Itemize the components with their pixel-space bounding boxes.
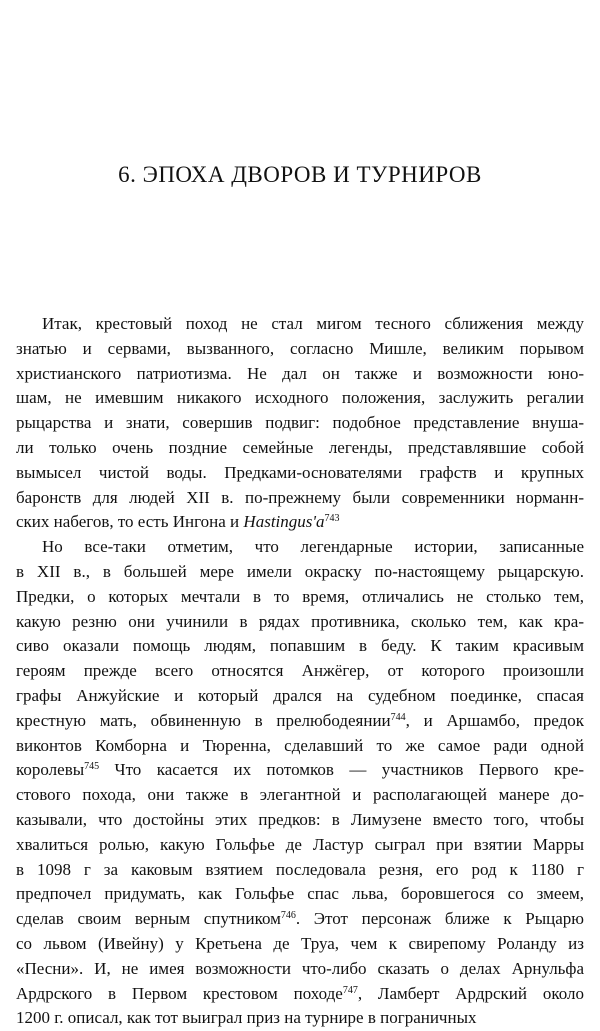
text-line-main: предпочел придумать, как Гольфье спас льва, боровшегося со змеем, (16, 884, 584, 904)
text-line (16, 610, 584, 635)
text-line (16, 362, 584, 387)
text-line-main: ских набегов, то есть Ингона и (16, 512, 244, 532)
text-line-after: . Этот персонаж ближе к Рыцарю (295, 909, 584, 929)
text-line-after: , и Аршамбо, предок (405, 710, 585, 730)
text-line (16, 634, 584, 659)
text-line-main: Ардрского в Первом крестовом походе (16, 983, 343, 1003)
text-line-main: стового похода, они также в элегантной и располагающей манере до- (16, 785, 584, 805)
text-line (16, 758, 584, 783)
text-line-main: казывали, что достойны этих предков: в Лимузене вместо того, чтобы (16, 809, 584, 829)
text-line (16, 411, 584, 436)
chapter-title: 6. ЭПОХА ДВОРОВ И ТУРНИРОВ (118, 162, 482, 187)
text-line (16, 461, 584, 486)
text-line (16, 907, 584, 932)
text-line-main: баронств для людей XII в. по-прежнему были современники норманн- (16, 487, 584, 507)
text-line (16, 486, 584, 511)
text-line-main: христианского патриотизма. Не дал он также и возможности юно- (16, 363, 584, 383)
text-line (16, 510, 584, 535)
text-line-main: шам, не имевшим никакого исходного положения, заслужить регалии (16, 388, 584, 408)
italic-term: Hastingus'a (243, 512, 325, 532)
text-line-main: крестную мать, обвиненную в прелюбодеянии (16, 710, 391, 730)
text-line-main: сделав своим верным спутником (16, 909, 281, 929)
text-line (16, 560, 584, 585)
text-line-main: ли только очень поздние семейные легенды, представлявшие собой (16, 437, 584, 457)
text-line-main: в XII в., в большей мере имели окраску по-настоящему рыцарскую. (16, 561, 584, 581)
text-line-main: виконтов Комборна и Тюренна, сделавший то же самое ради одной (16, 735, 584, 755)
text-line-main: какую резню они учинили в рядах противника, сколько тем, как кра- (16, 611, 584, 631)
text-line-main: рыцарства и знати, совершив подвиг: подобное представление внуша- (16, 413, 584, 433)
text-line-main: 1200 г. описал, как тот выиграл приз на турнире в пограничных (16, 1008, 477, 1028)
footnote-ref: 747 (342, 984, 358, 996)
footnote-ref: 743 (324, 513, 340, 525)
text-line (16, 585, 584, 610)
text-line (16, 734, 584, 759)
footnote-ref: 746 (280, 910, 296, 922)
text-line-main: Итак, крестовый поход не стал мигом тесного сближения между (42, 314, 584, 333)
text-line (16, 684, 584, 709)
text-line (16, 957, 584, 982)
text-line-main: в 1098 г за каковым взятием последовала резня, его род к 1180 г (16, 859, 584, 879)
text-line (16, 709, 584, 734)
text-line-main: королевы (16, 760, 85, 780)
text-line-main: хвалиться ролью, какую Гольфье де Ластур сыграл при взятии Марры (16, 834, 584, 854)
text-line (16, 312, 584, 337)
text-line-main: графы Анжуйские и который дрался на судебном поединке, спасая (16, 685, 584, 705)
text-line (16, 932, 584, 957)
text-line (16, 982, 584, 1007)
text-line (16, 808, 584, 833)
text-line (16, 386, 584, 411)
text-line-after: Что касается их потомков — участников Первого кре- (99, 760, 584, 780)
footnote-ref: 744 (390, 711, 406, 723)
text-line-main: знатью и сервами, вызванного, согласно Мишле, великим порывом (16, 338, 584, 358)
text-line-main: «Песни». И, не имея возможности что-либо сказать о делах Арнульфа (16, 958, 584, 978)
text-line (16, 783, 584, 808)
text-line (16, 882, 584, 907)
footnote-ref: 745 (84, 761, 100, 773)
text-line (16, 535, 584, 560)
text-line (16, 1006, 584, 1031)
text-line-main: Предки, о которых мечтали в то время, отличались не столько тем, (16, 586, 584, 606)
text-line (16, 659, 584, 684)
text-line (16, 833, 584, 858)
text-line-main: со львом (Ивейну) у Кретьена де Труа, чем к свирепому Роланду из (16, 933, 584, 953)
text-line (16, 436, 584, 461)
text-line-main: Но все-таки отметим, что легендарные истории, записанные (42, 537, 584, 557)
text-line-main: героям прежде всего относятся Анжёгер, от которого произошли (16, 661, 584, 681)
text-line-main: вымысел чистой воды. Предками-основателями графств и крупных (16, 462, 584, 482)
text-line (16, 858, 584, 883)
text-line-after: , Ламберт Ардрский около (357, 983, 584, 1003)
text-line-main: сиво оказали помощь людям, попавшим в беду. К таким красивым (16, 636, 584, 656)
text-line (16, 337, 584, 362)
body-text (16, 312, 584, 1031)
